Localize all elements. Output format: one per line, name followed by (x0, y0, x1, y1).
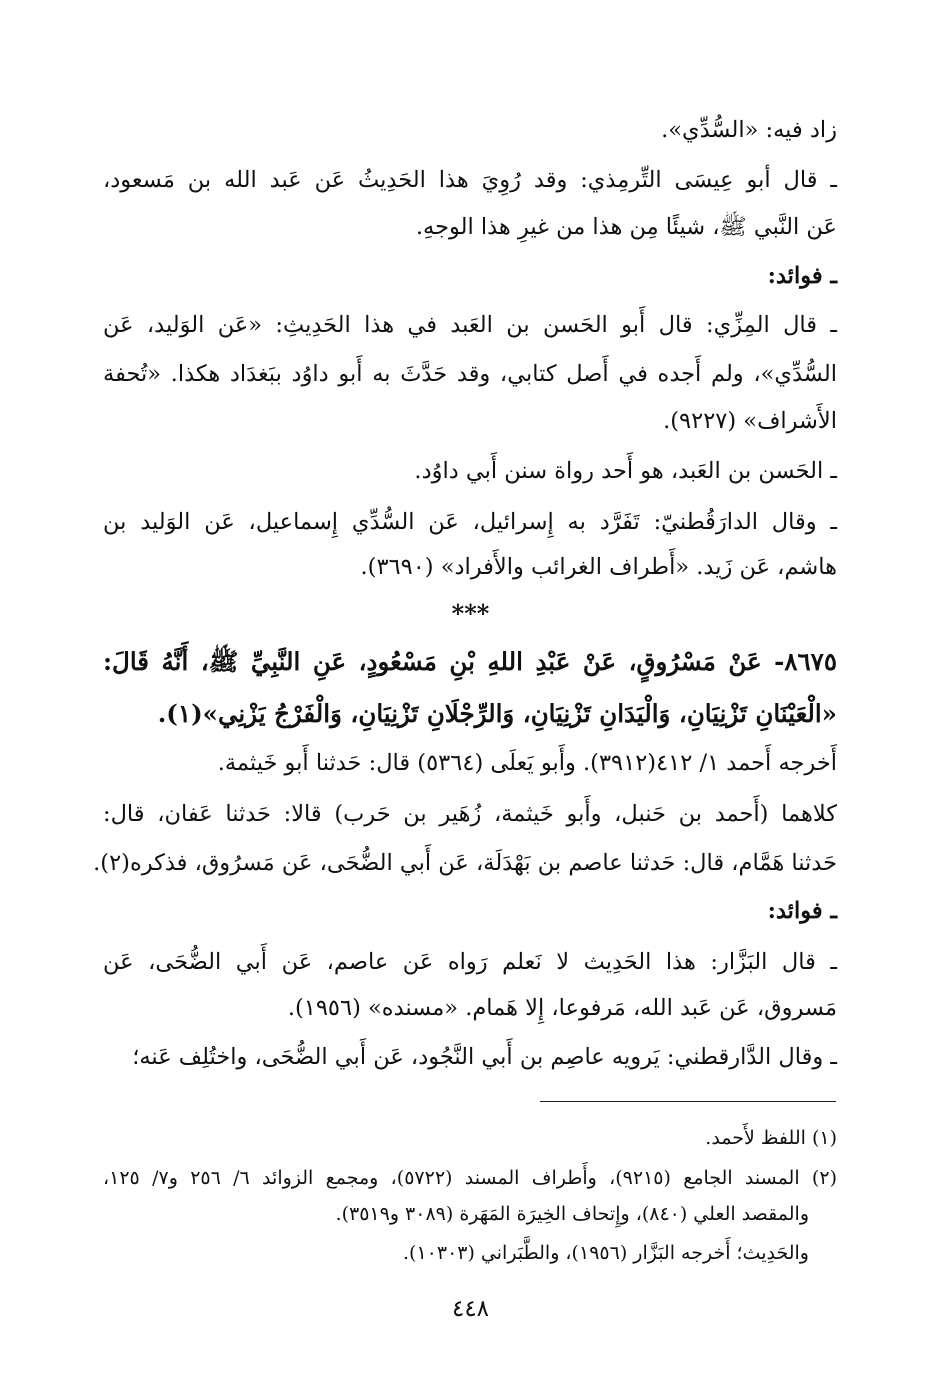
text-line-13: أَخرجه أَحمد ١/ ٤١٢(٣٩١٢). وأَبو يَعلَى (٥٣٦٤) قال: حَدثنا أَبو خَيثمة. (217, 750, 837, 776)
footnote-2-line-3: والحَدِيث؛ أَخرجه البَزَّار (١٩٥٦)، والطَّبَراني (١٠٣٠٣). (403, 1242, 809, 1264)
text-line-7: الأَشراف» (٩٢٢٧). (663, 408, 837, 434)
footnote-2-line-1: (٢) المسند الجامع (٩٢١٥)، وأَطراف المسند (٥٧٢٢)، ومجمع الزوائد ٦/ ٢٥٦ و٧/ ١٢٥، (103, 1167, 837, 1189)
section-heading-fawaid-1: ـ فوائد: (767, 263, 837, 289)
text-line-15: حَدثنا هَمَّام، قال: حَدثنا عاصم بن بَهْدَلَة، عَن أَبي الضُّحَى، عَن مَسرُوق، فذكره(٢). (93, 850, 837, 876)
text-line-10: هاشم، عَن زَيد. «أَطراف الغرائب والأَفراد» (٣٦٩٠). (360, 554, 837, 580)
hadith-line-1: ٨٦٧٥- عَنْ مَسْرُوقٍ، عَنْ عَبْدِ اللهِ بْنِ مَسْعُودٍ، عَنِ النَّبِيِّ ﷺ، أَنَّهُ قَالَ: (103, 647, 837, 676)
hadith-line-2: «الْعَيْنَانِ تَزْنِيَانِ، وَالْيَدَانِ تَزْنِيَانِ، وَالرِّجْلَانِ تَزْنِيَانِ، وَالْفَرْجُ يَزْنِي»(١). (157, 699, 837, 728)
text-line-1: زاد فيه: «السُّدِّي». (661, 117, 837, 143)
section-heading-fawaid-2: ـ فوائد: (767, 898, 837, 924)
text-line-2: ـ قال أبو عِيسَى التِّرمِذي: وقد رُوِيَ هذا الحَدِيثُ عَن عَبد الله بن مَسعود، (103, 167, 837, 193)
text-line-14: كلاهما (أَحمد بن حَنبل، وأَبو خَيثمة، زُهَير بن حَرب) قالا: حَدثنا عَفان، قال: (103, 801, 837, 827)
text-line-6: السُّدِّي»، ولم أَجده في أَصل كتابي، وقد حَدَّثَ به أَبو داوُد ببَغدَاد هكذا. «تُحفة (103, 361, 837, 387)
section-divider-stars: *** (451, 599, 490, 628)
text-line-8: ـ الحَسن بن العَبد، هو أَحد رواة سنن أَبي داوُد. (414, 458, 837, 484)
text-line-9: ـ وقال الدارَقُطنيّ: تَفَرَّد به إِسرائيل، عَن السُّدِّي إِسماعيل، عَن الوَليد بن (103, 509, 837, 535)
footnote-separator (540, 1101, 836, 1102)
page-number: ٤٤٨ (451, 1296, 490, 1322)
text-line-5: ـ قال المِزِّي: قال أَبو الحَسن بن العَبد في هذا الحَدِيثِ: «عَن الوَليد، عَن (103, 312, 837, 338)
text-line-19: ـ وقال الدَّارقطني: يَرويه عاصِم بن أَبي النَّجُود، عَن أَبي الضُّحَى، واختُلِف عَنه؛ (132, 1044, 837, 1070)
footnote-1: (١) اللفظ لأَحمد. (705, 1127, 837, 1149)
text-line-17: ـ قال البَزَّار: هذا الحَدِيث لا نَعلم رَواه عَن عاصم، عَن أَبي الضُّحَى، عَن (103, 949, 837, 975)
text-line-3: عَن النَّبي ﷺ، شيئًا مِن هذا من غيرِ هذا الوجهِ. (415, 214, 837, 240)
footnote-2-line-2: والمقصد العلي (٨٤٠)، وإِتحاف الخِيرَة المَهَرة (٣٠٨٩ و٣٥١٩). (335, 1203, 809, 1225)
text-line-18: مَسروق، عَن عَبد الله، مَرفوعا، إِلا هَمام. «مسنده» (١٩٥٦). (287, 995, 837, 1021)
